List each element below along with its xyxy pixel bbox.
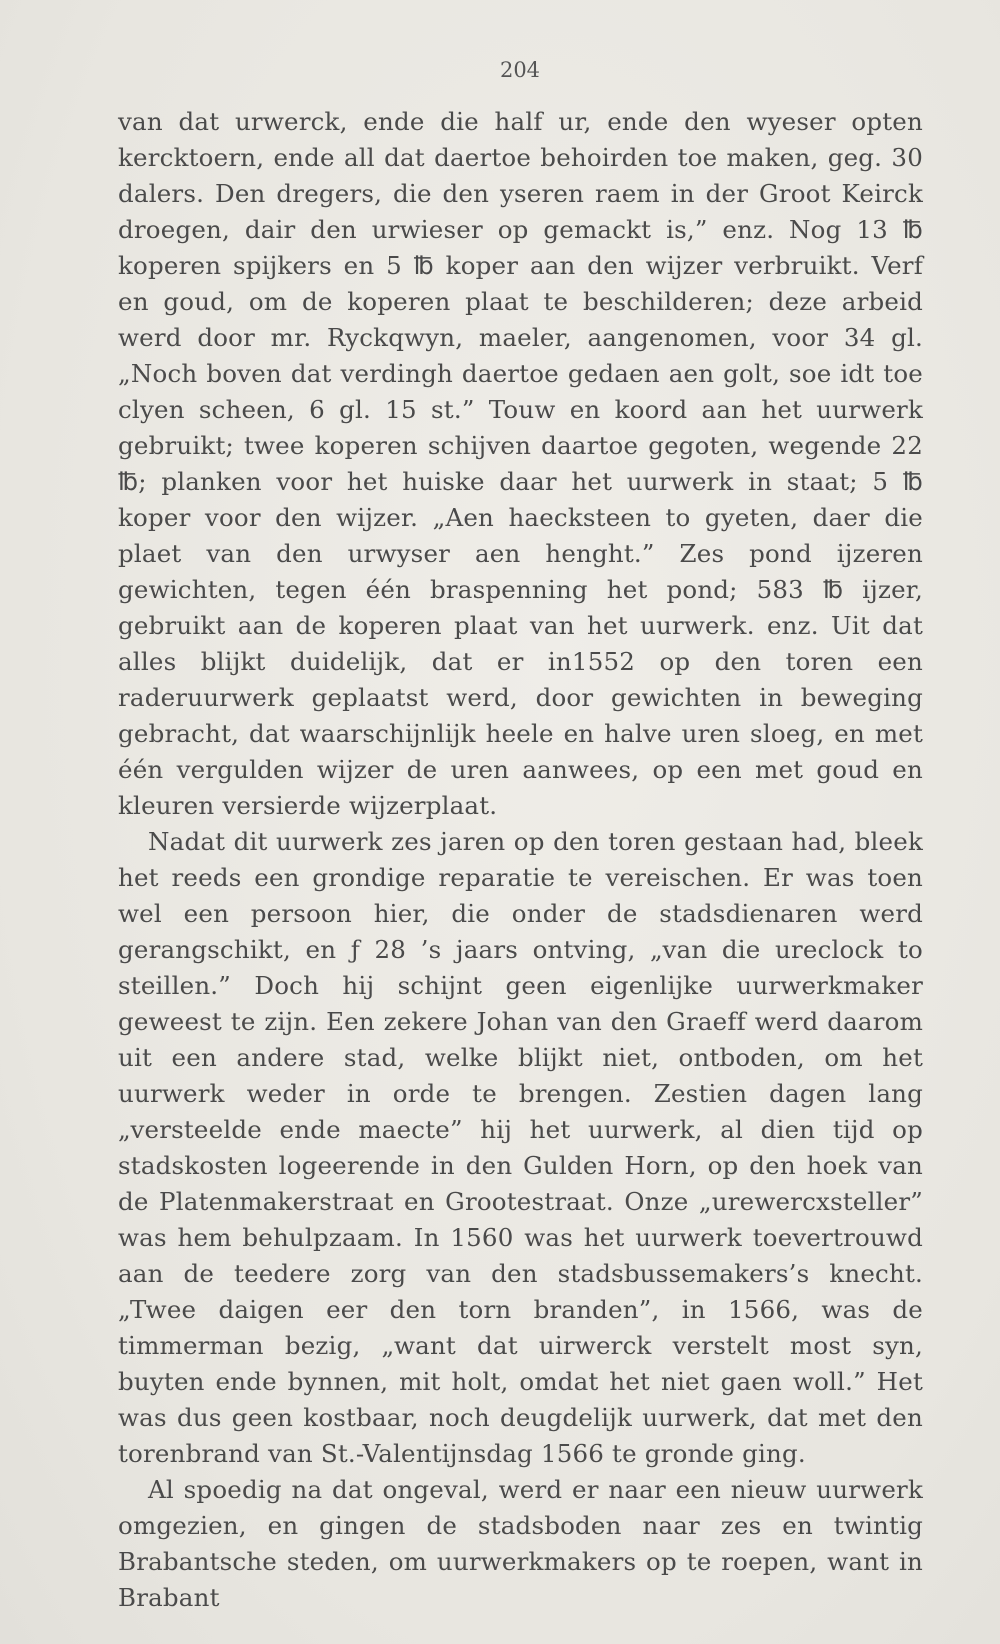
paragraph-1: van dat urwerck, ende die half ur, ende den wyeser opten kercktoern, ende all dat daertoe behoirden toe maken, geg. 30 dalers. Den dregers, die den yseren raem in der Groot Keirck droegen, dair den urwieser op gemackt is,” enz. Nog 13 ℔ koperen spijkers en 5 ℔ koper aan den wijzer verbruikt. Verf en goud, om de koperen plaat te beschilderen; deze arbeid werd door mr. Ryckqwyn, maeler, aangenomen, voor 34 gl. „Noch boven dat verdingh daertoe gedaen aen golt, soe idt toe clyen scheen, 6 gl. 15 st.” Touw en koord aan het uurwerk gebruikt; twee koperen schijven daartoe gegoten, wegende 22 ℔; planken voor het huiske daar het uurwerk in staat; 5 ℔ koper voor den wijzer. „Aen haecksteen to gyeten, daer die plaet van den urwyser aen henght.” Zes pond ijzeren gewichten, tegen één braspenning het pond; 583 ℔ ijzer, gebruikt aan de koperen plaat van het uurwerk. enz. Uit dat alles blijkt duidelijk, dat er in1552 op den toren een raderuurwerk geplaatst werd, door gewichten in beweging gebracht, dat waarschijnlijk heele en halve uren sloeg, en met één vergulden wijzer de uren aanwees, op een met goud en kleuren versierde wijzerplaat. <box>118 107 923 820</box>
paragraph-2: Nadat dit uurwerk zes jaren op den toren gestaan had, bleek het reeds een grondige reparatie te vereischen. Er was toen wel een persoon hier, die onder de stadsdienaren werd gerangschikt, en ƒ 28 ’s jaars ontving, „van die ureclock to steillen.” Doch hij schijnt geen eigenlijke uurwerkmaker geweest te zijn. Een zekere Johan van den Graeff werd daarom uit een andere stad, welke blijkt niet, ontboden, om het uurwerk weder in orde te brengen. Zestien dagen lang „versteelde ende maecte” hij het uurwerk, al dien tijd op stadskosten logeerende in den Gulden Horn, op den hoek van de Platenmakerstraat en Grootestraat. Onze „urewercxsteller” was hem behulpzaam. In 1560 was het uurwerk toevertrouwd aan de teedere zorg van den stadsbussemakers’s knecht. „Twee daigen eer den torn branden”, in 1566, was de timmerman bezig, „want dat uirwerck verstelt most syn, buyten ende bynnen, mit holt, omdat het niet gaen woll.” Het was dus geen kostbaar, noch deugdelijk uurwerk, dat met den torenbrand van St.-Valentijnsdag 1566 te gronde ging. <box>118 827 923 1468</box>
paragraph-3: Al spoedig na dat ongeval, werd er naar een nieuw uurwerk omgezien, en gingen de stadsboden naar zes en twintig Brabantsche steden, om uurwerkmakers op te roepen, want in Brabant <box>118 1475 923 1612</box>
body-text <box>118 104 923 1616</box>
page-number: 204 <box>499 58 541 82</box>
